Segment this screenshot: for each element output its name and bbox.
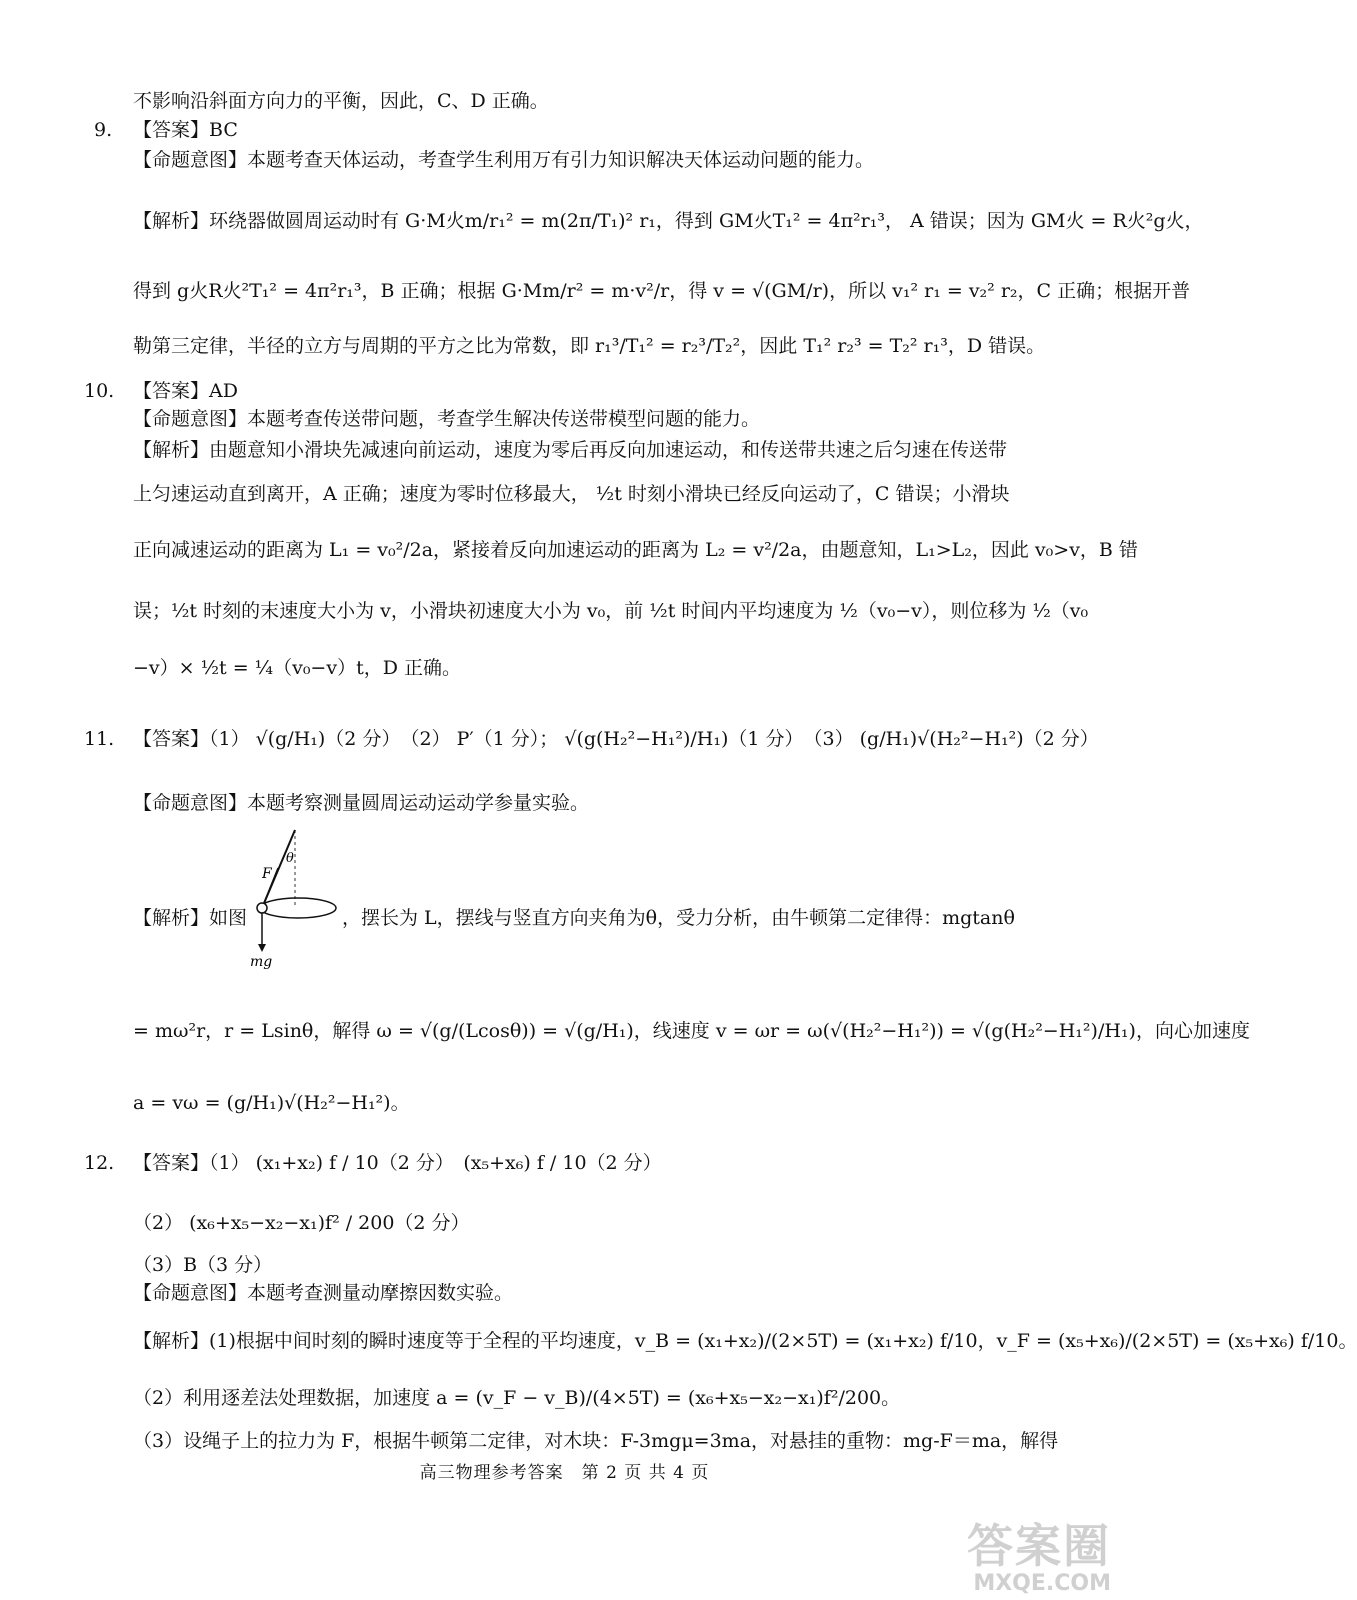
figure-label-theta: θ: [286, 851, 294, 866]
text-line: 不影响沿斜面方向力的平衡，因此，C、D 正确。: [133, 90, 549, 112]
page-footer: 高三物理参考答案 第 2 页 共 4 页: [419, 1463, 710, 1483]
text-line: −v）× ½t = ¼（v₀−v）t，D 正确。: [133, 657, 461, 679]
intent-line: 【命题意图】本题考察测量圆周运动运动学参量实验。: [133, 792, 590, 814]
question-number: 9.: [94, 119, 113, 141]
text-line: （3）设绳子上的拉力为 F，根据牛顿第二定律，对木块：F-3mgμ=3ma，对悬挂的重物：mg-F＝ma，解得: [133, 1430, 1059, 1452]
text-line: 上匀速运动直到离开，A 正确；速度为零时位移最大， ½t 时刻小滑块已经反向运动了，C 错误；小滑块: [133, 483, 1010, 505]
watermark-url: MXQE.COM: [973, 1571, 1111, 1596]
analysis-line: 【解析】(1)根据中间时刻的瞬时速度等于全程的平均速度，v_B = (x₁+x₂)/(2×5T) = (x₁+x₂) f/10，v_F = (x₅+x₆)/(2×5T) = (x₅+x₆) f/10。: [133, 1330, 1357, 1352]
watermark: [967, 1521, 1111, 1596]
text-line: 正向减速运动的距离为 L₁ = v₀²/2a，紧接着反向加速运动的距离为 L₂ = v²/2a，由题意知，L₁>L₂，因此 v₀>v，B 错: [133, 539, 1138, 561]
text-line: （3）B（3 分）: [133, 1254, 273, 1276]
analysis-line: 【解析】环绕器做圆周运动时有 G·M火m/r₁² = m(2π/T₁)² r₁，得到 GM火T₁² = 4π²r₁³， A 错误；因为 GM火 = R火²g火，: [133, 210, 1204, 232]
question-number: 12.: [84, 1152, 115, 1174]
answer-line: 【答案】（1） √(g/H₁)（2 分） （2） P′（1 分）； √(g(H₂²−H₁²)/H₁)（1 分） （3） (g/H₁)√(H₂²−H₁²)（2 分）: [133, 728, 1099, 750]
question-number: 10.: [84, 380, 115, 402]
answer-line: 【答案】AD: [133, 380, 238, 402]
text-line: a = vω = (g/H₁)√(H₂²−H₁²)。: [133, 1092, 410, 1114]
text-line: 误；½t 时刻的末速度大小为 v，小滑块初速度大小为 v₀，前 ½t 时间内平均速度为 ½（v₀−v），则位移为 ½（v₀: [133, 600, 1089, 622]
analysis-line: 【解析】由题意知小滑块先减速向前运动，速度为零后再反向加速运动，和传送带共速之后匀速在传送带: [133, 439, 1008, 461]
intent-line: 【命题意图】本题考查测量动摩擦因数实验。: [133, 1282, 514, 1304]
intent-line: 【命题意图】本题考查天体运动，考查学生利用万有引力知识解决天体运动问题的能力。: [133, 149, 875, 171]
figure-label-mg: mg: [250, 954, 273, 970]
pendulum-figure: [250, 820, 340, 970]
answer-line: 【答案】BC: [133, 119, 238, 141]
intent-line: 【命题意图】本题考查传送带问题，考查学生解决传送带模型问题的能力。: [133, 408, 761, 430]
text-line: 得到 g火R火²T₁² = 4π²r₁³，B 正确；根据 G·Mm/r² = m·v²/r，得 v = √(GM/r)，所以 v₁² r₁ = v₂² r₂，C 正确；根据开普: [133, 280, 1191, 302]
text-line: 勒第三定律，半径的立方与周期的平方之比为常数，即 r₁³/T₁² = r₂³/T₂²，因此 T₁² r₂³ = T₂² r₁³，D 错误。: [133, 335, 1046, 357]
analysis-line: 【解析】如图 ，摆长为 L，摆线与竖直方向夹角为θ，受力分析，由牛顿第二定律得：mgtanθ: [133, 907, 1015, 929]
text-line: （2） (x₆+x₅−x₂−x₁)f² / 200（2 分）: [133, 1212, 470, 1234]
watermark-logo-text: 答案圈: [967, 1519, 1111, 1573]
text-line: = mω²r，r = Lsinθ，解得 ω = √(g/(Lcosθ)) = √(g/H₁)，线速度 v = ωr = ω(√(H₂²−H₁²)) = √(g(H₂²−H₁²)/H₁)，向心加速度: [133, 1020, 1250, 1042]
answer-line: 【答案】（1） (x₁+x₂) f / 10（2 分） (x₅+x₆) f / 10（2 分）: [133, 1152, 662, 1174]
text-line: （2）利用逐差法处理数据，加速度 a = (v_F − v_B)/(4×5T) = (x₆+x₅−x₂−x₁)f²/200。: [133, 1387, 901, 1409]
figure-label-F: F: [262, 866, 272, 882]
question-number: 11.: [84, 728, 115, 750]
